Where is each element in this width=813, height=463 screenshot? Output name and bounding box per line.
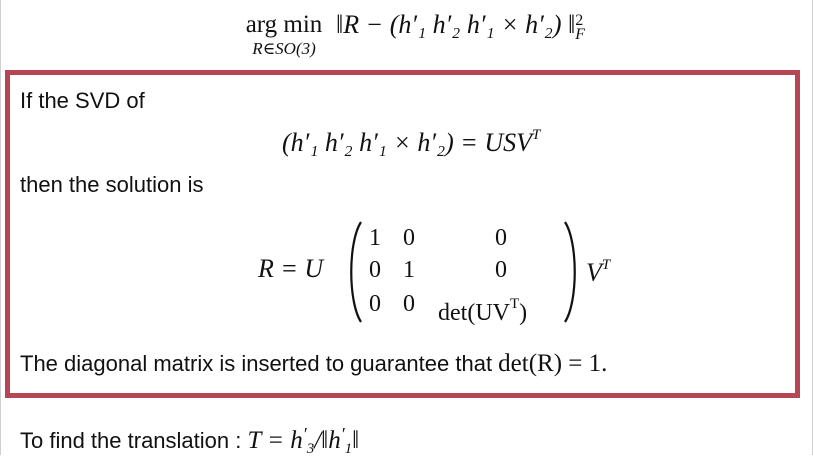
matrix-cell-2-1: 0: [403, 291, 415, 317]
matrix-rhs: [586, 248, 610, 290]
argmin-constraint: R∈SO(3): [252, 39, 316, 58]
right-paren-icon: [562, 220, 584, 324]
svd-equation-body: (h′₁ h′₂ h′₁ × h′₂) = USV: [282, 128, 532, 157]
matrix-cell-2-2: [438, 290, 570, 327]
matrix-lhs: R = U: [258, 254, 324, 283]
left-paren-icon: [342, 220, 364, 324]
translation-sub-1: 1: [344, 441, 353, 457]
objective-formula: [236, 10, 696, 70]
matrix-rhs-v: V: [586, 258, 602, 287]
translation-prime-1: ′: [340, 424, 345, 444]
translation-math-rest: /‖h: [314, 427, 341, 454]
diagonal-text: The diagonal matrix is inserted to guarantee that: [20, 351, 499, 376]
norm-scripts: [575, 14, 585, 42]
matrix-cell-2-0: 0: [369, 291, 381, 317]
matrix-cell-0-2: 0: [495, 225, 507, 251]
norm-subscript: F: [575, 26, 586, 43]
matrix-cell-0-0: 1: [369, 225, 381, 251]
matrix-cell-0-1: 0: [403, 225, 415, 251]
translation-sub-3: 3: [306, 441, 315, 457]
argmin-operator: [236, 10, 332, 58]
matrix-cell-1-2: 0: [495, 257, 507, 283]
solution-text: then the solution is: [20, 172, 204, 197]
translation-math-t: T = h: [247, 427, 303, 454]
argmin-word: arg min: [245, 11, 323, 38]
objective-expression: [336, 10, 585, 42]
translation-math: [247, 424, 360, 457]
matrix-cell-1-0: 0: [369, 257, 381, 283]
diagonal-math: det(R) = 1.: [498, 350, 608, 377]
translation-text: To find the translation :: [20, 428, 248, 453]
objective-norm-body: ‖R − (h′₁ h′₂ h′₁ × h′₂) ‖: [336, 10, 576, 39]
norm-superscript: 2: [575, 12, 584, 29]
det-close: ): [519, 300, 528, 326]
svd-transpose: T: [531, 127, 541, 143]
svd-intro-text: If the SVD of: [20, 88, 145, 113]
translation-prime-3: ′: [302, 424, 307, 444]
svd-equation: [282, 118, 540, 160]
diagonal-explanation: [20, 350, 607, 378]
matrix-rhs-transpose: T: [601, 257, 611, 273]
translation-math-close: ‖: [352, 427, 360, 454]
det-uv: det(UV: [438, 300, 510, 326]
rotation-matrix-equation: [258, 220, 658, 324]
translation-line: [20, 420, 359, 463]
det-transpose: T: [509, 296, 520, 312]
left-border: [0, 0, 1, 455]
matrix-cell-1-1: 1: [403, 257, 415, 283]
